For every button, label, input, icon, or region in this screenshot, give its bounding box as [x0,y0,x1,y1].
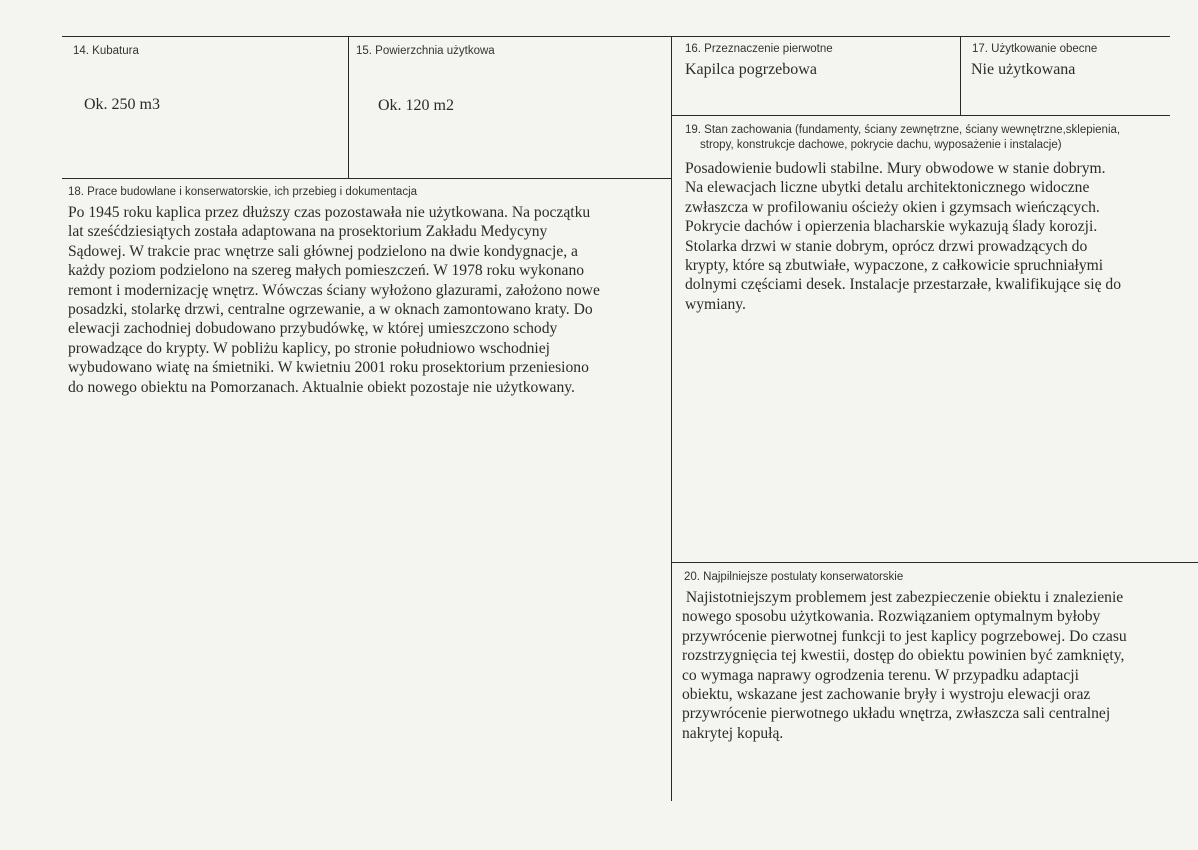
field-17-value: Nie użytkowana [971,61,1076,78]
field-19-line: krypty, które są zbutwiałe, wypaczone, z całkowicie spruchniałymi [685,257,1104,275]
top-border [62,36,1170,37]
field-20-line: przywrócenie pierwotnej funkcji to jest kaplicy pogrzebowej. Do czasu [682,627,1127,645]
field-18-line: Po 1945 roku kaplica przez dłuższy czas pozostawała nie użytkowana. Na początku [68,204,591,221]
field-18-text [68,203,600,397]
divider-14-15 [348,36,349,179]
field-18-line: elewacji zachodniej dobudowano przybudówkę, w której umieszczono schody [68,320,558,338]
field-18-line: remont i modernizację wnętrz. Wówczas ściany wyłożono glazurami, założono nowe [68,281,600,299]
divider-16-19 [671,115,1170,116]
field-18-line: posadzki, stolarkę drzwi, centralne ogrzewanie, a w oknach zamontowano kraty. Do [68,301,593,319]
field-16-label: 16. Przeznaczenie pierwotne [685,43,833,55]
field-19-text [685,159,1121,314]
field-19-line: dolnymi częściami desek. Instalacje przestarzałe, kwalifikujące się do [685,276,1122,294]
field-19-line: Posadowienie budowli stabilne. Mury obwodowe w stanie dobrym. [685,160,1106,177]
field-18-line: wybudowano wiatę na śmietniki. W kwietniu 2001 roku prosektorium przeniesiono [68,359,589,377]
field-20-line: nakrytej kopułą. [682,724,784,742]
field-20-line: Najistotniejszym problemem jest zabezpieczenie obiektu i znalezienie [682,589,1124,606]
field-20-line: nowego sposobu użytkowania. Rozwiązaniem optymalnym byłoby [682,608,1101,626]
field-14-value: Ok. 250 m3 [84,96,160,113]
field-14-label: 14. Kubatura [73,45,139,57]
field-20-line: przywrócenie pierwotnego układu wnętrza, zwłaszcza sali centralnej [682,705,1111,723]
field-20-line: rozstrzygnięcia tej kwestii, dostęp do obiektu powinien być zamknięty, [682,647,1125,665]
field-20-text [682,588,1127,743]
divider-14-18 [62,178,671,179]
field-20-line: co wymaga naprawy ogrodzenia terenu. W przypadku adaptacji [682,666,1079,684]
field-15-label: 15. Powierzchnia użytkowa [356,45,495,57]
field-18-line: lat sześćdziesiątych została adaptowana na prosektorium Zakładu Medycyny [68,223,548,241]
center-divider [671,36,672,801]
field-19-label: 19. Stan zachowania (fundamenty, ściany zewnętrzne, ściany wewnętrzne,sklepienia, [685,124,1121,136]
field-20-line: obiektu, wskazane jest zachowanie bryły i wystroju elewacji oraz [682,686,1091,704]
field-19-line: Pokrycie dachów i opierzenia blacharskie wykazują ślady korozji. [685,218,1098,236]
field-17-label: 17. Użytkowanie obecne [972,43,1098,55]
field-18-line: prowadzące do krypty. W pobliżu kaplicy, po stronie południowo wschodniej [68,339,551,357]
field-19-line: wymiany. [685,295,746,313]
field-16-value: Kapilca pogrzebowa [685,61,817,78]
field-15-value: Ok. 120 m2 [378,97,454,114]
divider-16-17 [960,36,961,116]
divider-19-20 [671,562,1198,563]
field-19-line: zwłaszcza w profilowaniu ościeży okien i gzymsach wieńczących. [685,198,1100,216]
field-19-label-cont: stropy, konstrukcje dachowe, pokrycie dachu, wyposażenie i instalacje) [700,139,1062,151]
field-20-label: 20. Najpilniejsze postulaty konserwatorskie [684,571,904,583]
field-18-line: do nowego obiektu na Pomorzanach. Aktualnie obiekt pozostaje nie użytkowany. [68,378,575,396]
field-19-line: Stolarka drzwi w stanie dobrym, oprócz drzwi prowadzących do [685,237,1088,255]
field-18-label: 18. Prace budowlane i konserwatorskie, ich przebieg i dokumentacja [68,186,418,198]
field-19-line: Na elewacjach liczne ubytki detalu architektonicznego widoczne [685,179,1090,197]
field-18-line: Sądowej. W trakcie prac wnętrze sali głównej podzielono na dwie kondygnacje, a [68,242,578,260]
field-18-line: każdy poziom podzielono na szereg małych pomieszczeń. W 1978 roku wykonano [68,262,585,280]
